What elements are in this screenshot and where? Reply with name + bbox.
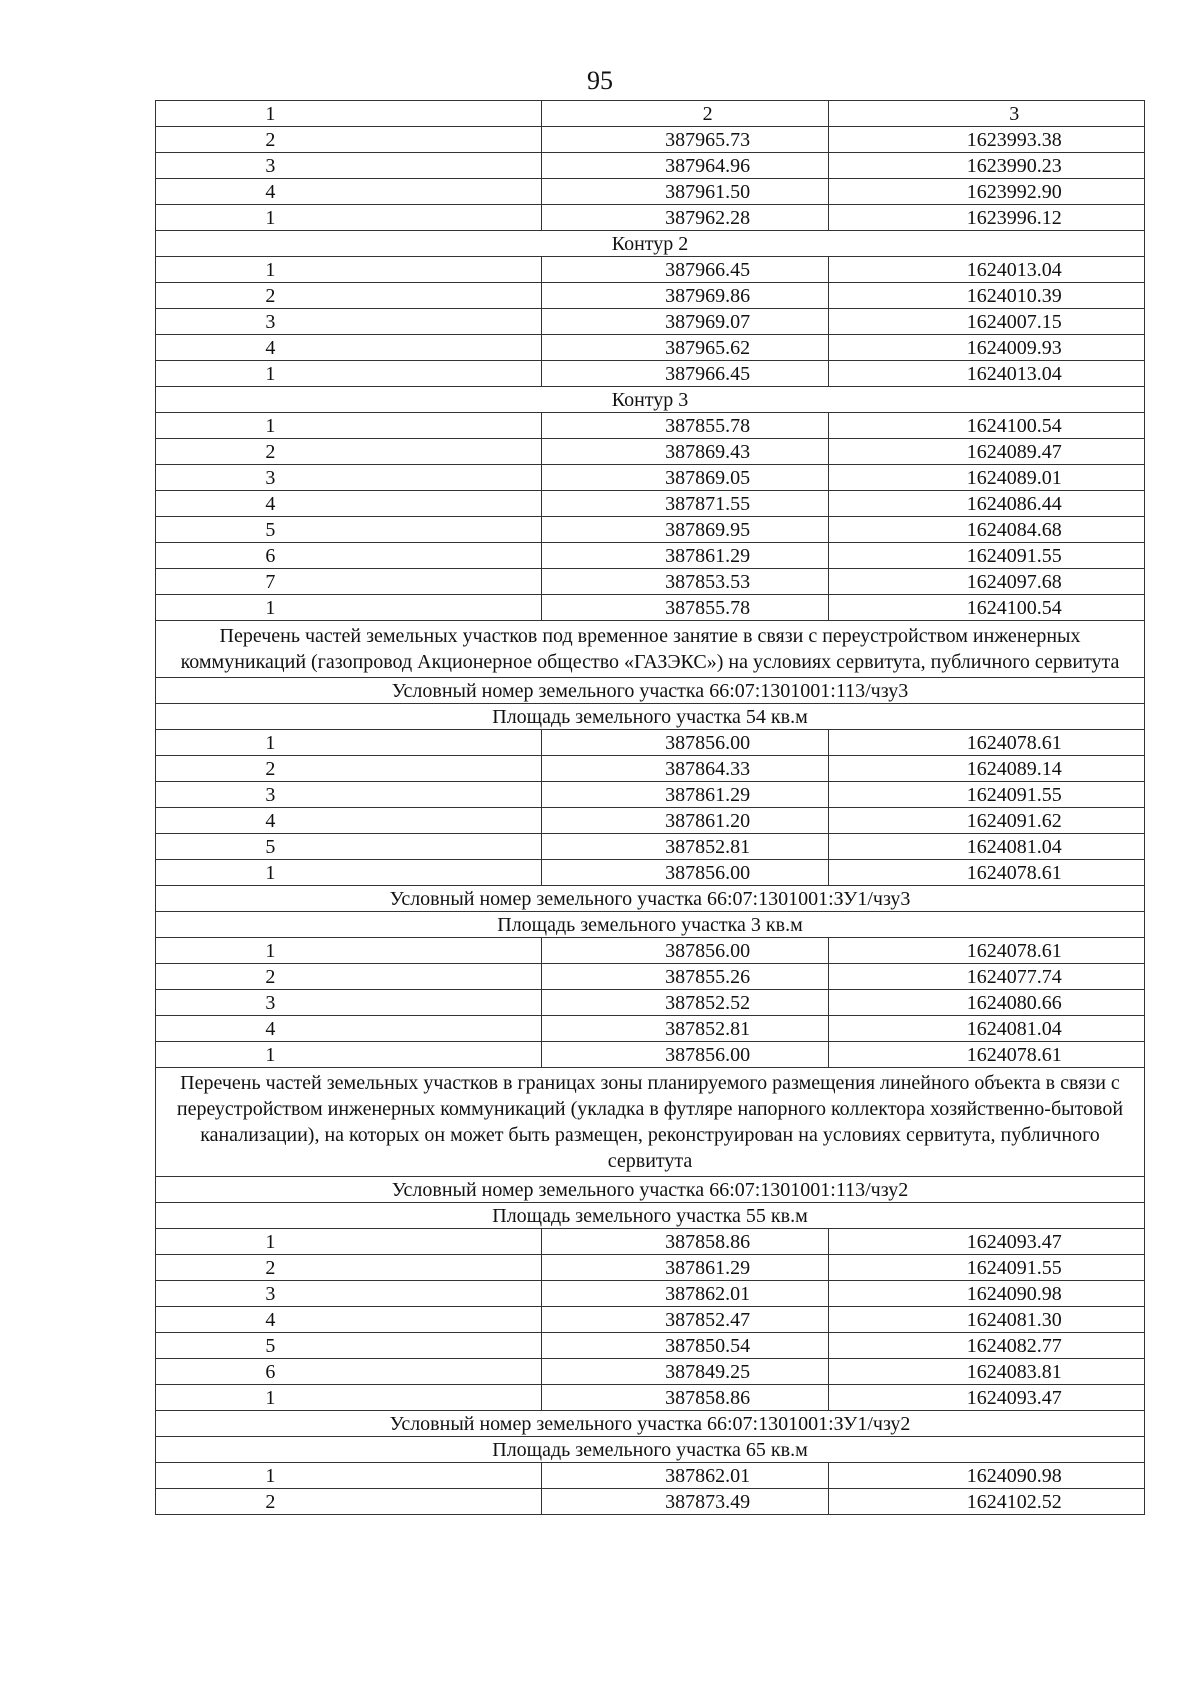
table-row — [156, 1229, 1145, 1255]
y-coordinate-cell: 1623990.23 — [828, 153, 1145, 179]
y-coordinate-cell: 1624083.81 — [828, 1359, 1145, 1385]
y-coordinate-cell: 1624078.61 — [828, 938, 1145, 964]
x-coordinate-cell: 387852.52 — [541, 990, 828, 1016]
table-body — [156, 101, 1145, 1515]
point-number-cell: 1 — [156, 1385, 542, 1411]
table-row — [156, 782, 1145, 808]
x-coordinate-cell: 387856.00 — [541, 860, 828, 886]
y-coordinate-cell: 1624093.47 — [828, 1229, 1145, 1255]
table-row — [156, 465, 1145, 491]
point-number-cell: 1 — [156, 257, 542, 283]
table-row — [156, 730, 1145, 756]
point-number-cell: 2 — [156, 283, 542, 309]
point-number-cell: 3 — [156, 1281, 542, 1307]
y-coordinate-cell: 1624084.68 — [828, 517, 1145, 543]
y-coordinate-cell: 1624090.98 — [828, 1281, 1145, 1307]
section-heading-row — [156, 1068, 1145, 1177]
x-coordinate-cell: 387849.25 — [541, 1359, 828, 1385]
point-number-cell: 5 — [156, 834, 542, 860]
point-number-cell: 3 — [156, 782, 542, 808]
y-coordinate-cell: 1624080.66 — [828, 990, 1145, 1016]
section-heading-row — [156, 621, 1145, 678]
table-row — [156, 335, 1145, 361]
y-coordinate-cell: 1624089.47 — [828, 439, 1145, 465]
y-coordinate-cell: 1624010.39 — [828, 283, 1145, 309]
y-coordinate-cell: 1623996.12 — [828, 205, 1145, 231]
label-row — [156, 678, 1145, 704]
table-row — [156, 257, 1145, 283]
table-row — [156, 517, 1145, 543]
x-coordinate-cell: 387961.50 — [541, 179, 828, 205]
table-row — [156, 1463, 1145, 1489]
header-cell-x: 2 — [541, 101, 828, 127]
x-coordinate-cell: 387873.49 — [541, 1489, 828, 1515]
y-coordinate-cell: 1624086.44 — [828, 491, 1145, 517]
table-row — [156, 834, 1145, 860]
y-coordinate-cell: 1624078.61 — [828, 860, 1145, 886]
point-number-cell: 2 — [156, 756, 542, 782]
table-row — [156, 860, 1145, 886]
y-coordinate-cell: 1624102.52 — [828, 1489, 1145, 1515]
section-label: Площадь земельного участка 65 кв.м — [156, 1437, 1145, 1463]
y-coordinate-cell: 1623992.90 — [828, 179, 1145, 205]
x-coordinate-cell: 387869.05 — [541, 465, 828, 491]
x-coordinate-cell: 387852.81 — [541, 1016, 828, 1042]
point-number-cell: 5 — [156, 517, 542, 543]
x-coordinate-cell: 387856.00 — [541, 1042, 828, 1068]
y-coordinate-cell: 1624013.04 — [828, 257, 1145, 283]
y-coordinate-cell: 1624091.55 — [828, 1255, 1145, 1281]
x-coordinate-cell: 387858.86 — [541, 1229, 828, 1255]
x-coordinate-cell: 387855.78 — [541, 413, 828, 439]
y-coordinate-cell: 1624077.74 — [828, 964, 1145, 990]
table-row — [156, 361, 1145, 387]
section-label: Условный номер земельного участка 66:07:1301001:113/чзу2 — [156, 1177, 1145, 1203]
table-row — [156, 990, 1145, 1016]
x-coordinate-cell: 387853.53 — [541, 569, 828, 595]
point-number-cell: 4 — [156, 1307, 542, 1333]
table-row — [156, 1333, 1145, 1359]
point-number-cell: 3 — [156, 153, 542, 179]
x-coordinate-cell: 387861.29 — [541, 1255, 828, 1281]
y-coordinate-cell: 1624081.04 — [828, 834, 1145, 860]
point-number-cell: 4 — [156, 335, 542, 361]
table-row — [156, 283, 1145, 309]
y-coordinate-cell: 1624089.01 — [828, 465, 1145, 491]
x-coordinate-cell: 387862.01 — [541, 1463, 828, 1489]
x-coordinate-cell: 387855.26 — [541, 964, 828, 990]
table-row — [156, 569, 1145, 595]
y-coordinate-cell: 1624078.61 — [828, 1042, 1145, 1068]
label-row — [156, 387, 1145, 413]
table-row — [156, 205, 1145, 231]
section-label: Площадь земельного участка 3 кв.м — [156, 912, 1145, 938]
point-number-cell: 1 — [156, 413, 542, 439]
point-number-cell: 3 — [156, 990, 542, 1016]
x-coordinate-cell: 387855.78 — [541, 595, 828, 621]
y-coordinate-cell: 1623993.38 — [828, 127, 1145, 153]
point-number-cell: 4 — [156, 179, 542, 205]
point-number-cell: 1 — [156, 860, 542, 886]
x-coordinate-cell: 387856.00 — [541, 938, 828, 964]
label-row — [156, 231, 1145, 257]
y-coordinate-cell: 1624100.54 — [828, 413, 1145, 439]
point-number-cell: 3 — [156, 309, 542, 335]
table-row — [156, 439, 1145, 465]
point-number-cell: 1 — [156, 1229, 542, 1255]
table-row — [156, 413, 1145, 439]
x-coordinate-cell: 387861.20 — [541, 808, 828, 834]
point-number-cell: 4 — [156, 1016, 542, 1042]
table-row — [156, 1042, 1145, 1068]
section-label: Контур 3 — [156, 387, 1145, 413]
point-number-cell: 4 — [156, 491, 542, 517]
x-coordinate-cell: 387969.86 — [541, 283, 828, 309]
x-coordinate-cell: 387856.00 — [541, 730, 828, 756]
label-row — [156, 912, 1145, 938]
table-row — [156, 1255, 1145, 1281]
point-number-cell: 1 — [156, 730, 542, 756]
table-row — [156, 1489, 1145, 1515]
y-coordinate-cell: 1624100.54 — [828, 595, 1145, 621]
x-coordinate-cell: 387965.73 — [541, 127, 828, 153]
label-row — [156, 1177, 1145, 1203]
point-number-cell: 2 — [156, 439, 542, 465]
x-coordinate-cell: 387852.81 — [541, 834, 828, 860]
x-coordinate-cell: 387861.29 — [541, 782, 828, 808]
x-coordinate-cell: 387850.54 — [541, 1333, 828, 1359]
header-row — [156, 101, 1145, 127]
section-label: Условный номер земельного участка 66:07:1301001:ЗУ1/чзу3 — [156, 886, 1145, 912]
page-number: 95 — [587, 66, 613, 95]
x-coordinate-cell: 387966.45 — [541, 257, 828, 283]
label-row — [156, 1203, 1145, 1229]
point-number-cell: 4 — [156, 808, 542, 834]
y-coordinate-cell: 1624081.04 — [828, 1016, 1145, 1042]
y-coordinate-cell: 1624093.47 — [828, 1385, 1145, 1411]
section-heading: Перечень частей земельных участков в границах зоны планируемого размещения линейного объекта в связи с переустройством инженерных коммуникаций (укладка в футляре напорного коллектора хозяйственно-бытовой канализации), на которых он может быть размещен, реконструирован на условиях сервитута, публичного сервитута — [156, 1068, 1145, 1177]
table-row — [156, 491, 1145, 517]
y-coordinate-cell: 1624091.55 — [828, 782, 1145, 808]
point-number-cell: 1 — [156, 595, 542, 621]
x-coordinate-cell: 387962.28 — [541, 205, 828, 231]
point-number-cell: 2 — [156, 1255, 542, 1281]
point-number-cell: 3 — [156, 465, 542, 491]
table-row — [156, 595, 1145, 621]
point-number-cell: 5 — [156, 1333, 542, 1359]
x-coordinate-cell: 387858.86 — [541, 1385, 828, 1411]
point-number-cell: 6 — [156, 1359, 542, 1385]
label-row — [156, 1411, 1145, 1437]
section-label: Площадь земельного участка 55 кв.м — [156, 1203, 1145, 1229]
x-coordinate-cell: 387869.95 — [541, 517, 828, 543]
header-cell-y: 3 — [828, 101, 1145, 127]
x-coordinate-cell: 387964.96 — [541, 153, 828, 179]
y-coordinate-cell: 1624009.93 — [828, 335, 1145, 361]
table-row — [156, 938, 1145, 964]
label-row — [156, 704, 1145, 730]
coordinates-table — [155, 100, 1145, 1515]
table-row — [156, 808, 1145, 834]
table-row — [156, 1359, 1145, 1385]
y-coordinate-cell: 1624013.04 — [828, 361, 1145, 387]
header-cell-point: 1 — [156, 101, 542, 127]
y-coordinate-cell: 1624091.62 — [828, 808, 1145, 834]
y-coordinate-cell: 1624089.14 — [828, 756, 1145, 782]
x-coordinate-cell: 387969.07 — [541, 309, 828, 335]
table-row — [156, 1307, 1145, 1333]
point-number-cell: 2 — [156, 1489, 542, 1515]
y-coordinate-cell: 1624090.98 — [828, 1463, 1145, 1489]
x-coordinate-cell: 387965.62 — [541, 335, 828, 361]
table-row — [156, 756, 1145, 782]
section-label: Контур 2 — [156, 231, 1145, 257]
point-number-cell: 2 — [156, 964, 542, 990]
section-label: Условный номер земельного участка 66:07:1301001:113/чзу3 — [156, 678, 1145, 704]
table-row — [156, 179, 1145, 205]
x-coordinate-cell: 387862.01 — [541, 1281, 828, 1307]
table-row — [156, 1281, 1145, 1307]
y-coordinate-cell: 1624082.77 — [828, 1333, 1145, 1359]
point-number-cell: 1 — [156, 1042, 542, 1068]
point-number-cell: 1 — [156, 1463, 542, 1489]
table-row — [156, 1016, 1145, 1042]
label-row — [156, 886, 1145, 912]
y-coordinate-cell: 1624091.55 — [828, 543, 1145, 569]
table-row — [156, 309, 1145, 335]
y-coordinate-cell: 1624097.68 — [828, 569, 1145, 595]
y-coordinate-cell: 1624081.30 — [828, 1307, 1145, 1333]
x-coordinate-cell: 387861.29 — [541, 543, 828, 569]
section-label: Условный номер земельного участка 66:07:1301001:ЗУ1/чзу2 — [156, 1411, 1145, 1437]
x-coordinate-cell: 387871.55 — [541, 491, 828, 517]
x-coordinate-cell: 387869.43 — [541, 439, 828, 465]
x-coordinate-cell: 387864.33 — [541, 756, 828, 782]
x-coordinate-cell: 387966.45 — [541, 361, 828, 387]
point-number-cell: 2 — [156, 127, 542, 153]
label-row — [156, 1437, 1145, 1463]
point-number-cell: 1 — [156, 361, 542, 387]
table-row — [156, 1385, 1145, 1411]
table-row — [156, 153, 1145, 179]
table-row — [156, 127, 1145, 153]
y-coordinate-cell: 1624078.61 — [828, 730, 1145, 756]
table-row — [156, 964, 1145, 990]
section-label: Площадь земельного участка 54 кв.м — [156, 704, 1145, 730]
table-row — [156, 543, 1145, 569]
x-coordinate-cell: 387852.47 — [541, 1307, 828, 1333]
point-number-cell: 7 — [156, 569, 542, 595]
point-number-cell: 1 — [156, 938, 542, 964]
y-coordinate-cell: 1624007.15 — [828, 309, 1145, 335]
section-heading: Перечень частей земельных участков под временное занятие в связи с переустройством инженерных коммуникаций (газопровод Акционерное общество «ГАЗЭКС») на условиях сервитута, публичного сервитута — [156, 621, 1145, 678]
point-number-cell: 1 — [156, 205, 542, 231]
point-number-cell: 6 — [156, 543, 542, 569]
